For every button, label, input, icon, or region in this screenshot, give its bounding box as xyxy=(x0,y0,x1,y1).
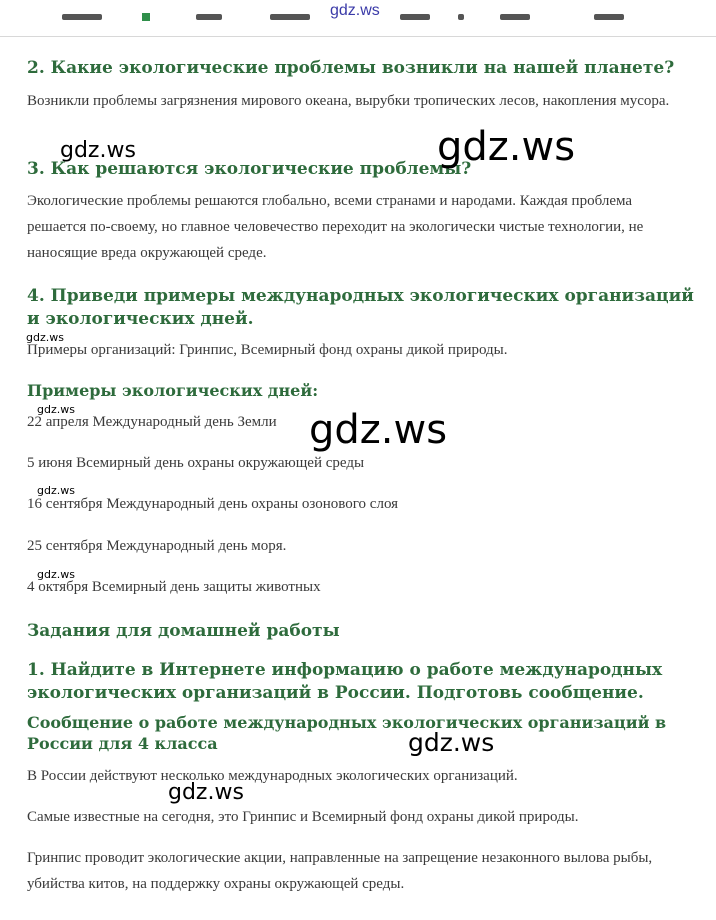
question-3-answer: Экологические проблемы решаются глобально, всеми странами и народами. Каждая проблема решается по-своему, но главное человечество переходит на экологически чистые технологии, не наносящие вреда окружающей среде. xyxy=(27,193,644,261)
site-logo[interactable]: gdz.ws xyxy=(330,2,380,19)
watermark: gdz.ws xyxy=(26,331,64,344)
eco-days-title: Примеры экологических дней: xyxy=(27,381,319,400)
nav-fragment xyxy=(458,14,464,20)
message-paragraph: Гринпис проводит экологические акции, направленные на запрещение незаконного вылова рыбы, убийства китов, на поддержку охраны окружающей среды. xyxy=(27,850,653,892)
top-navigation-bar xyxy=(0,0,716,37)
question-2-answer: Возникли проблемы загрязнения мирового океана, вырубки тропических лесов, накопления мусора. xyxy=(27,93,670,109)
watermark: gdz.ws xyxy=(408,728,495,757)
watermark: gdz.ws xyxy=(37,484,75,497)
nav-fragment xyxy=(500,14,530,20)
watermark: gdz.ws xyxy=(37,403,75,416)
homework-task-1: 1. Найдите в Интернете информацию о работе международных экологических организаций в России. Подготовь сообщение. xyxy=(27,660,663,703)
nav-fragment xyxy=(400,14,430,20)
nav-icon xyxy=(142,13,150,21)
eco-day-item: 25 сентября Международный день моря. xyxy=(27,538,287,554)
eco-day-item: 22 апреля Международный день Земли xyxy=(27,414,277,430)
watermark: gdz.ws xyxy=(60,138,136,163)
question-4-title: 4. Приведи примеры международных экологических организаций и экологических дней. xyxy=(27,286,694,329)
nav-fragment xyxy=(270,14,310,20)
eco-day-item: 5 июня Всемирный день охраны окружающей среды xyxy=(27,455,365,471)
question-3-title: 3. Как решаются экологические проблемы? xyxy=(27,159,472,179)
eco-day-item: 4 октября Всемирный день защиты животных xyxy=(27,579,321,595)
watermark: gdz.ws xyxy=(309,407,448,453)
eco-day-item: 16 сентября Международный день охраны озонового слоя xyxy=(27,496,399,512)
watermark: gdz.ws xyxy=(437,124,576,170)
message-paragraph: Самые известные на сегодня, это Гринпис и Всемирный фонд охраны дикой природы. xyxy=(27,809,579,825)
question-4-answer: Примеры организаций: Гринпис, Всемирный фонд охраны дикой природы. xyxy=(27,342,508,358)
question-2-title: 2. Какие экологические проблемы возникли на нашей планете? xyxy=(27,58,675,78)
nav-fragment xyxy=(594,14,624,20)
nav-fragment xyxy=(62,14,102,20)
watermark: gdz.ws xyxy=(168,780,244,805)
message-paragraph: В России действуют несколько международных экологических организаций. xyxy=(27,768,518,784)
message-title: Сообщение о работе международных экологических организаций в России для 4 класса xyxy=(27,713,667,753)
nav-fragment xyxy=(196,14,222,20)
homework-title: Задания для домашней работы xyxy=(27,621,340,641)
watermark: gdz.ws xyxy=(37,568,75,581)
